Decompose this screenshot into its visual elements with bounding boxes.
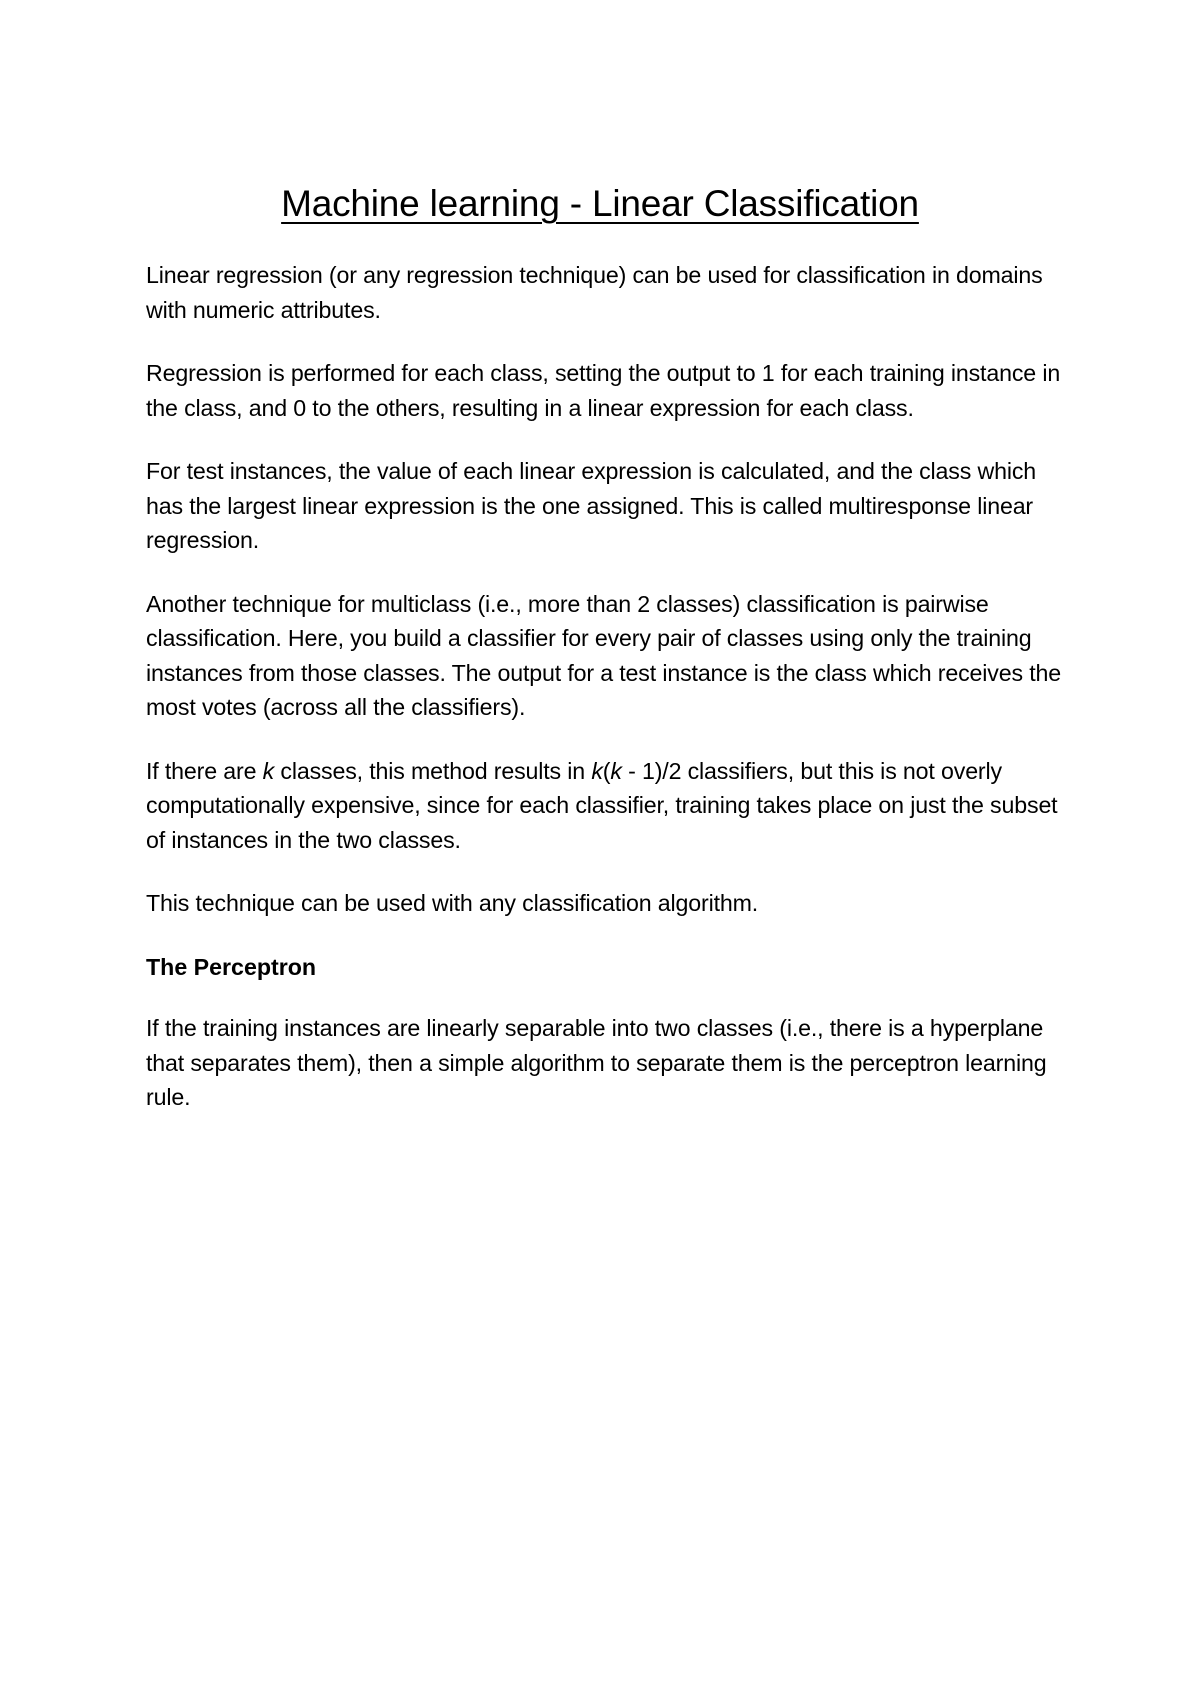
paragraph-linear-regression: Linear regression (or any regression technique) can be used for classification in domains with numeric attributes. bbox=[146, 262, 1043, 323]
paragraph-perceptron: If the training instances are linearly separable into two classes (i.e., there is a hyperplane that separates them), then a simple algorithm to separate them is the perceptron learning rule. bbox=[146, 1015, 1047, 1110]
paragraph-regression-per-class: Regression is performed for each class, setting the output to 1 for each training instance in the class, and 0 to the others, resulting in a linear expression for each class. bbox=[146, 360, 1061, 421]
math-variable-k: k bbox=[262, 757, 275, 784]
paragraph-any-algorithm: This technique can be used with any classification algorithm. bbox=[146, 890, 759, 916]
math-variable-k: k bbox=[591, 757, 603, 784]
text-segment: ( bbox=[602, 757, 611, 784]
text-segment: If there are bbox=[146, 757, 263, 784]
paragraph-test-instances: For test instances, the value of each linear expression is calculated, and the class which has the largest linear expression is the one assigned. This is called multiresponse linear regression. bbox=[146, 458, 1037, 553]
section-heading-perceptron: The Perceptron bbox=[146, 953, 317, 980]
text-segment: - 1)/2 classifiers, but this is not overly computationally expensive, since for each classifier, training takes place on just the subset of instances in the two classes. bbox=[146, 757, 1058, 853]
document-body bbox=[146, 258, 1076, 1144]
math-variable-k: k bbox=[610, 757, 622, 784]
paragraph-k-classes bbox=[146, 754, 1076, 858]
paragraph-pairwise-classification: Another technique for multiclass (i.e., more than 2 classes) classification is pairwise classification. Here, you build a classifier for every pair of classes using only the training instances from those classes. The output for a test instance is the class which receives the most votes (across all the classifiers). bbox=[146, 590, 1062, 720]
text-segment: classes, this method results in bbox=[274, 757, 592, 784]
page-title: Machine learning - Linear Classification bbox=[281, 183, 919, 224]
